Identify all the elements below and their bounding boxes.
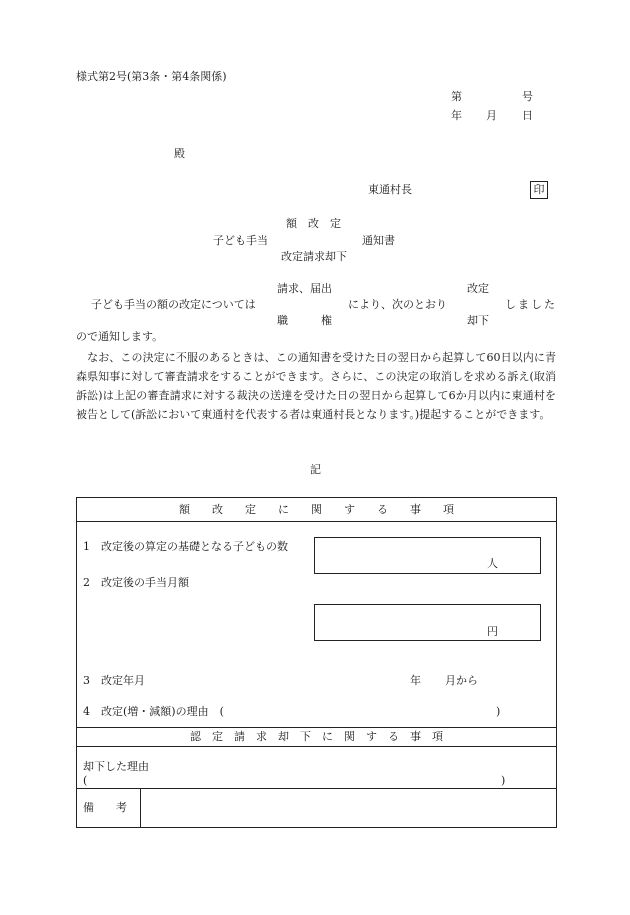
addressee-suffix: 殿 bbox=[174, 147, 185, 160]
item2-unit: 円 bbox=[487, 625, 498, 638]
item3-label: 3 改定年月 bbox=[83, 674, 145, 687]
body1-continuation: ので通知します。 bbox=[76, 330, 164, 343]
reject-close: ) bbox=[501, 774, 506, 787]
item4-label: 4 改定(増・減額)の理由 ( bbox=[83, 705, 224, 718]
title-bottom: 改定請求却下 bbox=[281, 250, 347, 263]
appeal-notice bbox=[76, 348, 556, 424]
date-day: 日 bbox=[522, 109, 533, 122]
item2-label: 2 改定後の手当月額 bbox=[83, 576, 189, 589]
body1-middle: により、次のとおり bbox=[348, 298, 447, 311]
item1-unit: 人 bbox=[487, 557, 498, 570]
action-bottom: 却下 bbox=[467, 314, 489, 327]
seal-mark: 印 bbox=[530, 181, 548, 199]
date-month: 月 bbox=[486, 109, 497, 122]
basis-top: 請求、届出 bbox=[277, 282, 332, 295]
date-year: 年 bbox=[451, 109, 462, 122]
ki-mark: 記 bbox=[310, 463, 321, 476]
divider bbox=[77, 521, 556, 522]
section1-header: 額 改 定 に 関 す る 事 項 bbox=[179, 503, 454, 516]
item3-month-from: 月から bbox=[445, 674, 478, 687]
remarks-divider bbox=[140, 788, 141, 827]
action-top: 改定 bbox=[467, 282, 489, 295]
title-top: 額 改 定 bbox=[286, 217, 341, 230]
appeal-notice-text: なお、この決定に不服のあるときは、この通知書を受けた日の翌日から起算して60日以内に青森県知事に対して審査請求をすることができます。さらに、この決定の取消しを求める訴え(取消訴訟)は上記の審査請求に対する裁決の送達を受けた日の翌日から起算して6か月以内に東通村を被告として(訴訟において東通村を代表する者は東通村長となります。)提起することができます。 bbox=[76, 351, 556, 421]
title-right: 通知書 bbox=[362, 234, 395, 247]
item3-year: 年 bbox=[410, 674, 421, 687]
divider bbox=[77, 788, 556, 789]
item4-close: ) bbox=[496, 705, 501, 718]
body1-prefix: 子ども手当の額の改定については bbox=[91, 298, 256, 311]
section2-header: 認 定 請 求 却 下 に 関 す る 事 項 bbox=[190, 730, 443, 743]
reject-reason-label: 却下した理由 bbox=[83, 760, 149, 773]
number-dai: 第 bbox=[451, 90, 462, 103]
number-go: 号 bbox=[522, 90, 533, 103]
divider bbox=[77, 746, 556, 747]
reject-open: ( bbox=[83, 774, 88, 787]
remarks-label: 備 考 bbox=[83, 801, 127, 814]
basis-bottom: 職 権 bbox=[277, 314, 332, 327]
issuer: 東通村長 bbox=[368, 183, 412, 196]
form-id: 様式第2号(第3条・第4条関係) bbox=[76, 70, 227, 83]
item1-label: 1 改定後の算定の基礎となる子どもの数 bbox=[83, 540, 288, 553]
body1-suffix: しました bbox=[505, 298, 557, 311]
monthly-amount-field[interactable] bbox=[314, 604, 541, 641]
detail-table bbox=[76, 497, 557, 828]
child-count-field[interactable] bbox=[314, 537, 541, 574]
title-left: 子ども手当 bbox=[213, 234, 268, 247]
